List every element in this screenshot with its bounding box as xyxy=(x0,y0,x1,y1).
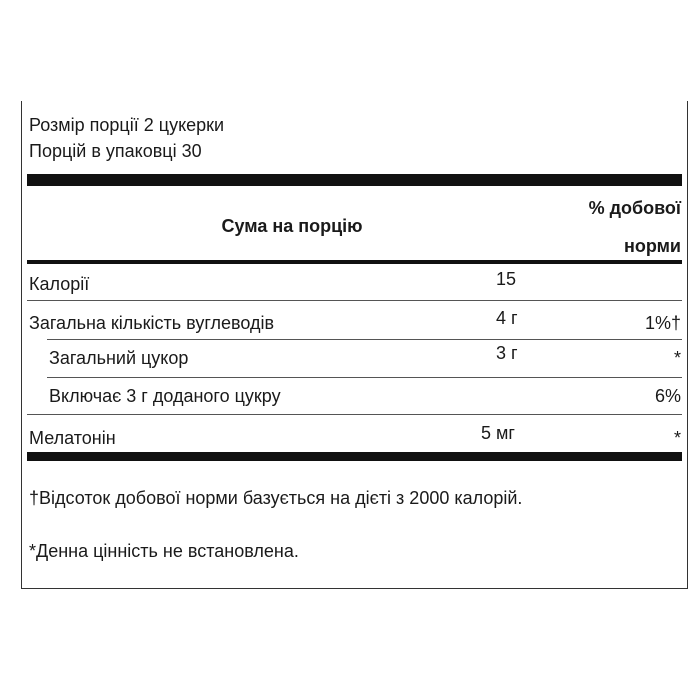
amount-per-serving-header: Сума на порцію xyxy=(221,216,363,236)
daily-value-header-line1: % добової xyxy=(588,198,681,218)
row-amount-melatonin: 5 мг xyxy=(481,423,515,443)
row-amount-total-sugars: 3 г xyxy=(496,343,518,363)
row-amount-total-carbohydrate: 4 г xyxy=(496,308,518,328)
row-amount-calories: 15 xyxy=(496,269,517,289)
servings-per-container: Порцій в упаковці 30 xyxy=(29,141,202,161)
thick-divider-bottom xyxy=(27,452,682,461)
row-name-total-sugars: Загальний цукор xyxy=(49,348,189,368)
row-divider xyxy=(47,339,682,340)
row-dv-total-sugars: * xyxy=(673,348,681,368)
thick-divider-top xyxy=(27,174,682,186)
supplement-facts-panel xyxy=(21,101,688,589)
row-name-added-sugars: Включає 3 г доданого цукру xyxy=(49,386,281,406)
serving-size: Розмір порції 2 цукерки xyxy=(29,115,225,135)
row-dv-melatonin: * xyxy=(673,428,681,448)
row-divider xyxy=(47,377,682,378)
row-divider xyxy=(27,300,682,301)
row-dv-added-sugars: 6% xyxy=(654,386,681,406)
row-name-melatonin: Мелатонін xyxy=(29,428,116,448)
footnote-daily-value-basis: †Відсоток добової норми базується на дієті з 2000 калорій. xyxy=(29,488,523,508)
row-name-total-carbohydrate: Загальна кількість вуглеводів xyxy=(29,313,275,333)
row-divider xyxy=(27,414,682,415)
daily-value-header-line2: норми xyxy=(623,236,681,256)
row-dv-total-carbohydrate: 1%† xyxy=(644,313,681,333)
footnote-daily-value-not-established: *Денна цінність не встановлена. xyxy=(29,541,299,561)
header-divider xyxy=(27,260,682,264)
row-name-calories: Калорії xyxy=(29,274,90,294)
